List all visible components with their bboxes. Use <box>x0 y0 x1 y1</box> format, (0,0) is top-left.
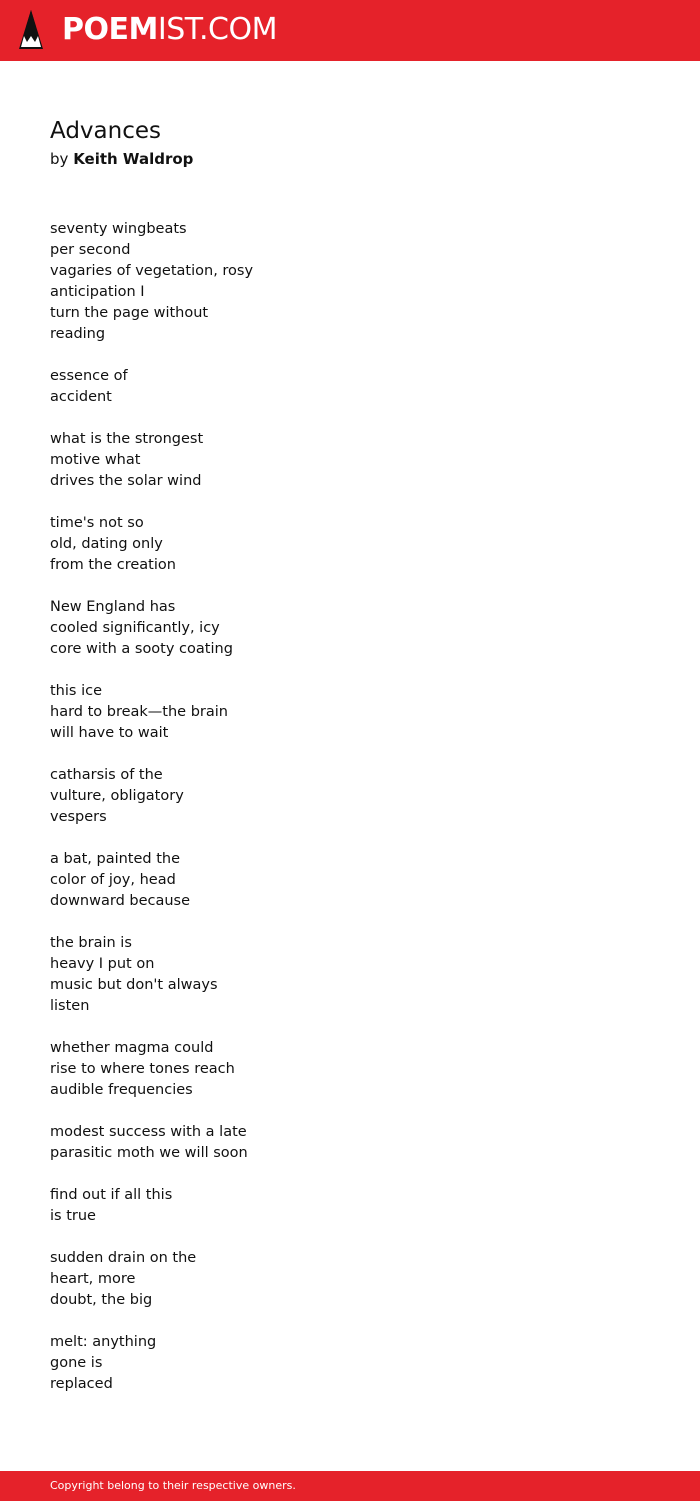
poem-stanza <box>50 1185 650 1227</box>
poem-author: Keith Waldrop <box>73 150 194 168</box>
poem-line: listen <box>50 998 90 1014</box>
copyright-text: Copyright belong to their respective owners. <box>50 1479 296 1492</box>
poem-line: vespers <box>50 809 107 825</box>
poem-stanza <box>50 219 650 345</box>
poem-line: old, dating only <box>50 536 163 552</box>
poem-byline <box>50 148 193 170</box>
poem-line: vulture, obligatory <box>50 788 184 804</box>
poem-stanza <box>50 597 650 660</box>
poem-stanza <box>50 366 650 408</box>
poem-line: whether magma could <box>50 1040 214 1056</box>
poem-line: reading <box>50 326 106 342</box>
poem-stanza <box>50 765 650 828</box>
poem-line: what is the strongest <box>50 431 204 447</box>
poem-line: essence of <box>50 368 128 384</box>
site-header <box>0 0 700 61</box>
poem-line: hard to break—the brain <box>50 704 228 720</box>
poem-line: heavy I put on <box>50 956 155 972</box>
poem-body <box>50 219 650 1416</box>
poem-line: is true <box>50 1208 96 1224</box>
poem-line: anticipation I <box>50 284 145 300</box>
poem-line: modest success with a late <box>50 1124 247 1140</box>
poem-line: vagaries of vegetation, rosy <box>50 263 254 279</box>
poem-line: doubt, the big <box>50 1292 153 1308</box>
poem-stanza <box>50 1038 650 1101</box>
poem-stanza <box>50 513 650 576</box>
poem-line: a bat, painted the <box>50 851 181 867</box>
poem-line: downward because <box>50 893 191 909</box>
poem-line: motive what <box>50 452 141 468</box>
poem-stanza <box>50 681 650 744</box>
poem-stanza <box>50 933 650 1017</box>
poem-stanza <box>50 1122 650 1164</box>
poem-line: color of joy, head <box>50 872 176 888</box>
poem-line: from the creation <box>50 557 176 573</box>
poem-line: parasitic moth we will soon <box>50 1145 248 1161</box>
poem-line: heart, more <box>50 1271 136 1287</box>
poem-line: drives the solar wind <box>50 473 202 489</box>
poem-line: sudden drain on the <box>50 1250 197 1266</box>
poem-line: rise to where tones reach <box>50 1061 235 1077</box>
poem-line: time's not so <box>50 515 144 531</box>
by-label: by <box>50 150 69 168</box>
poem-line: find out if all this <box>50 1187 173 1203</box>
poem-line: cooled significantly, icy <box>50 620 220 636</box>
poem-line: accident <box>50 389 112 405</box>
poem-line: seventy wingbeats <box>50 221 187 237</box>
poem-line: the brain is <box>50 935 132 951</box>
site-logo[interactable] <box>62 11 277 49</box>
poem-line: gone is <box>50 1355 103 1371</box>
logo-light-text: IST.COM <box>157 12 277 47</box>
site-footer <box>0 1471 700 1501</box>
poem-line: catharsis of the <box>50 767 163 783</box>
poem-line: music but don't always <box>50 977 218 993</box>
poem-line: will have to wait <box>50 725 169 741</box>
poem-title: Advances <box>50 118 161 144</box>
poem-stanza <box>50 429 650 492</box>
poem-line: turn the page without <box>50 305 209 321</box>
poem-line: New England has <box>50 599 176 615</box>
pencil-icon[interactable] <box>17 9 45 51</box>
poem-line: core with a sooty coating <box>50 641 233 657</box>
poem-stanza <box>50 1332 650 1395</box>
poem-line: melt: anything <box>50 1334 157 1350</box>
poem-line: per second <box>50 242 131 258</box>
logo-strong-text: POEM <box>62 12 158 47</box>
poem-line: audible frequencies <box>50 1082 193 1098</box>
poem-line: this ice <box>50 683 102 699</box>
poem-stanza <box>50 1248 650 1311</box>
poem-stanza <box>50 849 650 912</box>
poem-line: replaced <box>50 1376 113 1392</box>
